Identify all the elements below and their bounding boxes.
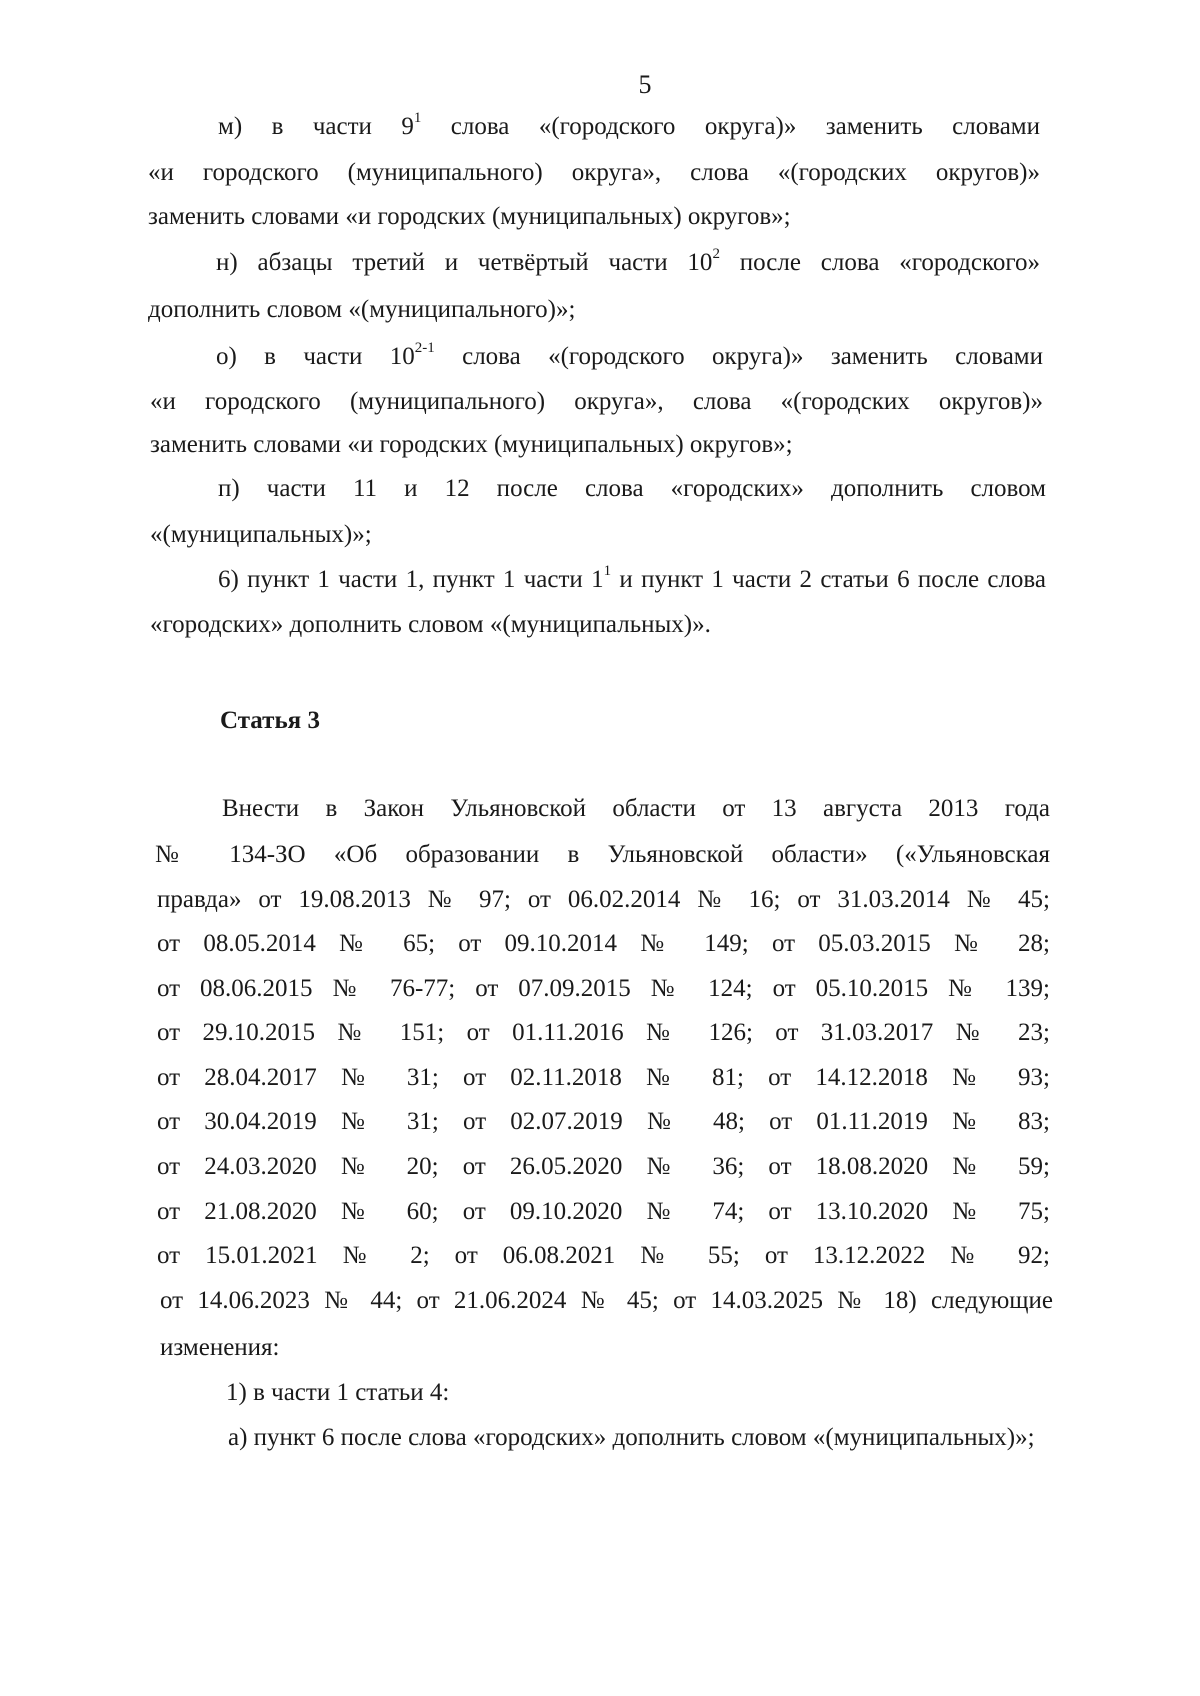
- text-line: п) части 11 и 12 после слова «городских» дополнить словом: [218, 475, 1046, 502]
- text-line: от 21.08.2020 № 60; от 09.10.2020 № 74; от 13.10.2020 № 75;: [157, 1198, 1050, 1225]
- text-line: правда» от 19.08.2013 № 97; от 06.02.2014 № 16; от 31.03.2014 № 45;: [157, 886, 1050, 913]
- text-line: от 28.04.2017 № 31; от 02.11.2018 № 81; от 14.12.2018 № 93;: [157, 1064, 1050, 1091]
- text-part: и пункт 1 части 2 статьи 6 после слова: [611, 566, 1046, 593]
- text-line: от 24.03.2020 № 20; от 26.05.2020 № 36; от 18.08.2020 № 59;: [157, 1153, 1050, 1180]
- text-line: [218, 562, 1046, 595]
- text-line: «(муниципальных)»;: [150, 521, 372, 548]
- text-line: а) пункт 6 после слова «городских» дополнить словом «(муниципальных)»;: [228, 1424, 1035, 1451]
- text-line: от 08.06.2015 № 76-77; от 07.09.2015 № 124; от 05.10.2015 № 139;: [157, 975, 1050, 1002]
- superscript: 1: [413, 109, 422, 126]
- text-line: Внести в Закон Ульяновской области от 13 августа 2013 года: [222, 795, 1050, 822]
- article-heading: Статья 3: [220, 707, 320, 734]
- text-part: после слова «городского»: [719, 249, 1041, 276]
- text-part: 6) пункт 1 части 1, пункт 1 части 1: [218, 566, 604, 593]
- text-part: о) в части 10: [216, 343, 415, 370]
- text-line: «и городского (муниципального) округа», слова «(городских округов)»: [148, 159, 1040, 186]
- text-line: «и городского (муниципального) округа», слова «(городских округов)»: [150, 388, 1043, 415]
- text-part: н) абзацы третий и четвёртый части 10: [216, 249, 713, 276]
- text-line: от 29.10.2015 № 151; от 01.11.2016 № 126; от 31.03.2017 № 23;: [157, 1019, 1050, 1046]
- text-line: заменить словами «и городских (муниципальных) округов»;: [150, 431, 793, 458]
- text-line: от 14.06.2023 № 44; от 21.06.2024 № 45; от 14.03.2025 № 18) следующие: [160, 1287, 1053, 1314]
- text-part: слова «(городского округа)» заменить словами: [421, 113, 1040, 140]
- text-line: № 134-ЗО «Об образовании в Ульяновской области» («Ульяновская: [155, 841, 1050, 868]
- text-line: заменить словами «и городских (муниципальных) округов»;: [148, 203, 791, 230]
- superscript: 2-1: [414, 339, 435, 356]
- text-line: дополнить словом «(муниципального)»;: [148, 296, 576, 323]
- text-line: от 08.05.2014 № 65; от 09.10.2014 № 149; от 05.03.2015 № 28;: [157, 930, 1050, 957]
- text-line: [216, 339, 1043, 372]
- text-line: [216, 245, 1041, 278]
- text-part: слова «(городского округа)» заменить словами: [434, 343, 1043, 370]
- text-line: от 30.04.2019 № 31; от 02.07.2019 № 48; от 01.11.2019 № 83;: [157, 1108, 1050, 1135]
- superscript: 1: [603, 562, 612, 579]
- text-line: от 15.01.2021 № 2; от 06.08.2021 № 55; от 13.12.2022 № 92;: [157, 1242, 1050, 1269]
- text-line: 1) в части 1 статьи 4:: [226, 1379, 450, 1406]
- text-line: [218, 109, 1040, 142]
- superscript: 2: [712, 245, 720, 262]
- text-part: м) в части 9: [218, 113, 414, 140]
- page-number: 5: [638, 70, 652, 99]
- text-line: «городских» дополнить словом «(муниципальных)».: [150, 611, 711, 638]
- text-line: изменения:: [160, 1334, 280, 1361]
